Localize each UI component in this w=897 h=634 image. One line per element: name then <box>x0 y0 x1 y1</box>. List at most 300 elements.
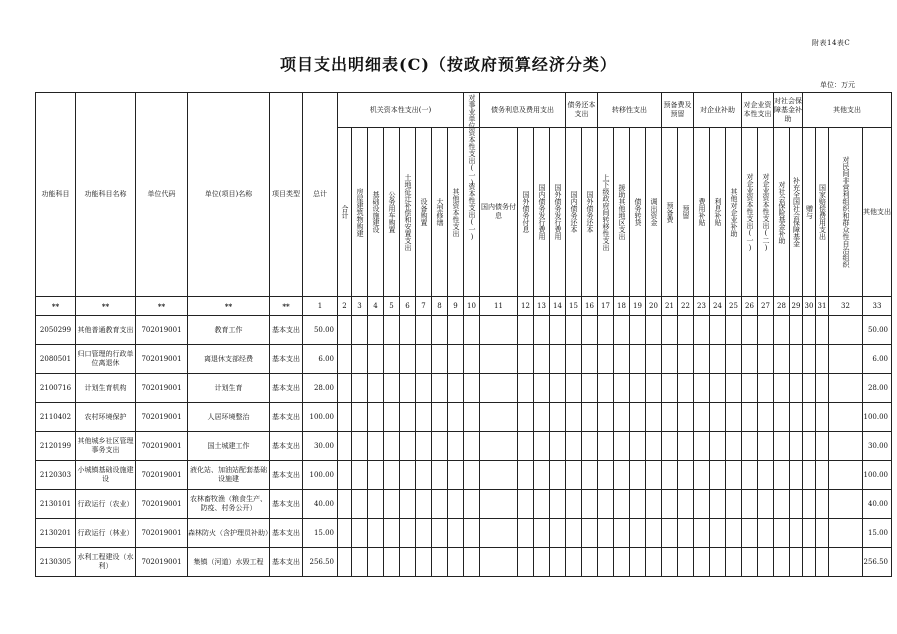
page-title: 项目支出明细表(C)（按政府预算经济分类） <box>280 55 617 74</box>
empty-cell <box>448 461 464 490</box>
func-code-cell: 2080501 <box>36 345 76 374</box>
empty-cell <box>742 461 758 490</box>
col-header-15: 国内债务还本 <box>566 128 582 297</box>
col-number: 21 <box>662 297 678 316</box>
empty-cell <box>742 403 758 432</box>
project-name-cell: 教育工作 <box>188 316 270 345</box>
empty-cell <box>384 490 400 519</box>
empty-cell <box>368 432 384 461</box>
empty-cell <box>630 519 646 548</box>
empty-cell <box>774 345 790 374</box>
total-cell: 256.50 <box>303 548 338 577</box>
col-header-31: 国家赔偿费用支出 <box>816 128 829 297</box>
col-header-27: 对企业资本性支出(二) <box>758 128 774 297</box>
col-number: 15 <box>566 297 582 316</box>
col-number: 27 <box>758 297 774 316</box>
col-header-21: 预备费 <box>662 128 678 297</box>
empty-cell <box>368 548 384 577</box>
empty-cell <box>790 490 803 519</box>
empty-cell <box>710 316 726 345</box>
col-number: 26 <box>742 297 758 316</box>
empty-cell <box>432 519 448 548</box>
empty-cell <box>368 374 384 403</box>
empty-cell <box>598 490 614 519</box>
empty-cell <box>710 490 726 519</box>
empty-cell <box>448 374 464 403</box>
col-header-26: 对企业资本性支出(一) <box>742 128 758 297</box>
col-header-4: 基础设施建设 <box>368 128 384 297</box>
other-expense-cell: 50.00 <box>863 316 892 345</box>
budget-table <box>35 92 892 577</box>
func-name-cell: 行政运行（林业） <box>76 519 136 548</box>
empty-cell <box>678 519 694 548</box>
empty-cell <box>384 519 400 548</box>
empty-cell <box>614 432 630 461</box>
col-number: 9 <box>448 297 464 316</box>
empty-cell <box>694 519 710 548</box>
col-header-28: 对社会保险基金补助 <box>774 128 790 297</box>
empty-cell <box>566 316 582 345</box>
empty-cell <box>630 374 646 403</box>
empty-cell <box>694 374 710 403</box>
other-expense-cell: 6.00 <box>863 345 892 374</box>
empty-cell <box>534 548 550 577</box>
empty-cell <box>816 345 829 374</box>
empty-cell <box>614 519 630 548</box>
col-number: 16 <box>582 297 598 316</box>
table-body <box>36 316 892 577</box>
empty-cell <box>416 548 432 577</box>
empty-cell <box>480 519 518 548</box>
empty-cell <box>368 316 384 345</box>
col-number: 8 <box>432 297 448 316</box>
empty-cell <box>662 432 678 461</box>
col-number: 25 <box>726 297 742 316</box>
empty-cell <box>566 519 582 548</box>
empty-cell <box>550 345 566 374</box>
empty-cell <box>646 345 662 374</box>
func-name-cell: 其他城乡社区管理事务支出 <box>76 432 136 461</box>
empty-cell <box>678 316 694 345</box>
empty-cell <box>550 403 566 432</box>
empty-cell <box>432 374 448 403</box>
empty-cell <box>790 461 803 490</box>
group-header-2: 对事业单位资本性支出(一) <box>464 93 480 128</box>
empty-cell <box>774 432 790 461</box>
total-cell: 50.00 <box>303 316 338 345</box>
empty-cell <box>400 519 416 548</box>
col-number: 10 <box>464 297 480 316</box>
group-header-9: 对社会保障基金补助 <box>774 93 803 128</box>
empty-cell <box>758 345 774 374</box>
empty-cell <box>694 403 710 432</box>
empty-cell <box>803 548 816 577</box>
empty-cell <box>646 490 662 519</box>
empty-cell <box>534 490 550 519</box>
empty-cell <box>646 461 662 490</box>
empty-cell <box>726 316 742 345</box>
col-number: 7 <box>416 297 432 316</box>
empty-cell <box>550 490 566 519</box>
empty-cell <box>803 490 816 519</box>
empty-cell <box>338 461 352 490</box>
table-row <box>36 345 892 374</box>
empty-cell <box>614 548 630 577</box>
empty-cell <box>448 519 464 548</box>
empty-cell <box>480 374 518 403</box>
empty-cell <box>758 432 774 461</box>
col-number: 24 <box>710 297 726 316</box>
empty-cell <box>400 490 416 519</box>
empty-cell <box>400 461 416 490</box>
col-header-9: 其他资本性支出 <box>448 128 464 297</box>
empty-cell <box>518 345 534 374</box>
empty-cell <box>518 316 534 345</box>
empty-cell <box>803 403 816 432</box>
col-header-7: 设备购置 <box>416 128 432 297</box>
empty-cell <box>534 403 550 432</box>
col-header-11: 国内债务付息 <box>480 128 518 297</box>
group-header-3: 债务利息及费用支出 <box>480 93 566 128</box>
empty-cell <box>790 403 803 432</box>
empty-cell <box>400 548 416 577</box>
empty-cell <box>678 432 694 461</box>
empty-cell <box>534 316 550 345</box>
empty-cell <box>416 345 432 374</box>
empty-cell <box>384 316 400 345</box>
func-name-cell: 农村环境保护 <box>76 403 136 432</box>
total-cell: 28.00 <box>303 374 338 403</box>
empty-cell <box>598 548 614 577</box>
empty-cell <box>726 519 742 548</box>
empty-cell <box>582 461 598 490</box>
empty-cell <box>758 490 774 519</box>
empty-cell <box>614 461 630 490</box>
empty-cell <box>448 316 464 345</box>
col-number: 13 <box>534 297 550 316</box>
empty-cell <box>550 548 566 577</box>
unit-code-cell: 702019001 <box>136 345 188 374</box>
empty-cell <box>582 519 598 548</box>
empty-cell <box>338 548 352 577</box>
empty-cell <box>758 519 774 548</box>
total-cell: 6.00 <box>303 345 338 374</box>
empty-cell <box>368 490 384 519</box>
empty-cell <box>726 432 742 461</box>
col-number: 11 <box>480 297 518 316</box>
table-row <box>36 548 892 577</box>
empty-cell <box>816 374 829 403</box>
empty-cell <box>368 461 384 490</box>
project-type-cell: 基本支出 <box>270 490 303 519</box>
empty-cell <box>582 432 598 461</box>
empty-cell <box>710 432 726 461</box>
empty-cell <box>774 519 790 548</box>
empty-cell <box>614 490 630 519</box>
empty-cell <box>384 403 400 432</box>
empty-cell <box>550 461 566 490</box>
empty-cell <box>534 432 550 461</box>
empty-cell <box>338 432 352 461</box>
empty-cell <box>464 432 480 461</box>
empty-cell <box>829 461 863 490</box>
empty-cell <box>710 461 726 490</box>
total-cell: 15.00 <box>303 519 338 548</box>
col-header-unit-code: 单位代码 <box>136 93 188 297</box>
empty-cell <box>566 403 582 432</box>
col-header-project-type: 项目类型 <box>270 93 303 297</box>
col-header-22: 预留 <box>678 128 694 297</box>
empty-cell <box>432 316 448 345</box>
other-expense-cell: 15.00 <box>863 519 892 548</box>
col-number: 33 <box>863 297 892 316</box>
col-number: 12 <box>518 297 534 316</box>
group-header-10: 其他支出 <box>803 93 892 128</box>
func-code-cell: 2130305 <box>36 548 76 577</box>
empty-cell <box>646 548 662 577</box>
empty-cell <box>614 374 630 403</box>
header-row-groups <box>36 93 892 128</box>
col-number: 32 <box>829 297 863 316</box>
table-row <box>36 403 892 432</box>
col-header-3: 房屋建筑物购建 <box>352 128 368 297</box>
empty-cell <box>742 374 758 403</box>
empty-cell <box>352 490 368 519</box>
empty-cell <box>352 374 368 403</box>
col-header-total: 总计 <box>303 93 338 297</box>
form-number: 附表14表C <box>812 39 851 47</box>
empty-cell <box>400 403 416 432</box>
empty-cell <box>816 403 829 432</box>
empty-cell <box>790 316 803 345</box>
empty-cell <box>480 316 518 345</box>
empty-cell <box>678 374 694 403</box>
empty-cell <box>448 432 464 461</box>
empty-cell <box>694 345 710 374</box>
col-header-8: 大型修缮 <box>432 128 448 297</box>
empty-cell <box>662 316 678 345</box>
empty-cell <box>518 490 534 519</box>
empty-cell <box>448 490 464 519</box>
group-header-8: 对企业资本性支出 <box>742 93 774 128</box>
table-row <box>36 432 892 461</box>
empty-cell <box>694 316 710 345</box>
col-header-func-name: 功能科目名称 <box>76 93 136 297</box>
func-code-cell: 2120199 <box>36 432 76 461</box>
group-header-4: 债务还本支出 <box>566 93 598 128</box>
empty-cell <box>678 403 694 432</box>
empty-cell <box>416 461 432 490</box>
empty-cell <box>550 316 566 345</box>
empty-cell <box>416 374 432 403</box>
empty-cell <box>630 548 646 577</box>
star-cell: ** <box>36 297 76 316</box>
col-header-18: 援助其他地区支出 <box>614 128 630 297</box>
unit-code-cell: 702019001 <box>136 374 188 403</box>
empty-cell <box>416 490 432 519</box>
empty-cell <box>694 432 710 461</box>
project-type-cell: 基本支出 <box>270 403 303 432</box>
empty-cell <box>710 519 726 548</box>
empty-cell <box>742 345 758 374</box>
empty-cell <box>726 345 742 374</box>
func-name-cell: 归口管理的行政单位离退休 <box>76 345 136 374</box>
empty-cell <box>518 403 534 432</box>
empty-cell <box>774 490 790 519</box>
empty-cell <box>598 432 614 461</box>
empty-cell <box>678 490 694 519</box>
empty-cell <box>432 345 448 374</box>
col-header-25: 其他对企业补助 <box>726 128 742 297</box>
empty-cell <box>662 403 678 432</box>
empty-cell <box>774 548 790 577</box>
unit-code-cell: 702019001 <box>136 403 188 432</box>
empty-cell <box>630 403 646 432</box>
project-type-cell: 基本支出 <box>270 519 303 548</box>
project-name-cell: 国土城建工作 <box>188 432 270 461</box>
other-expense-cell: 30.00 <box>863 432 892 461</box>
empty-cell <box>758 461 774 490</box>
unit-code-cell: 702019001 <box>136 316 188 345</box>
empty-cell <box>646 403 662 432</box>
empty-cell <box>338 403 352 432</box>
empty-cell <box>368 345 384 374</box>
table-row <box>36 461 892 490</box>
empty-cell <box>710 548 726 577</box>
empty-cell <box>694 490 710 519</box>
empty-cell <box>662 345 678 374</box>
col-header-24: 利息补贴 <box>710 128 726 297</box>
func-name-cell: 计划生育机构 <box>76 374 136 403</box>
empty-cell <box>742 519 758 548</box>
empty-cell <box>803 316 816 345</box>
empty-cell <box>758 316 774 345</box>
col-header-func-code: 功能科目 <box>36 93 76 297</box>
unit-code-cell: 702019001 <box>136 461 188 490</box>
empty-cell <box>803 432 816 461</box>
col-header-16: 国外债务还本 <box>582 128 598 297</box>
empty-cell <box>598 345 614 374</box>
project-type-cell: 基本支出 <box>270 548 303 577</box>
empty-cell <box>400 374 416 403</box>
empty-cell <box>742 490 758 519</box>
empty-cell <box>774 374 790 403</box>
empty-cell <box>400 316 416 345</box>
empty-cell <box>352 432 368 461</box>
col-header-20: 调出资金 <box>646 128 662 297</box>
other-expense-cell: 40.00 <box>863 490 892 519</box>
empty-cell <box>566 461 582 490</box>
empty-cell <box>630 461 646 490</box>
empty-cell <box>829 403 863 432</box>
empty-cell <box>338 316 352 345</box>
unit-code-cell: 702019001 <box>136 432 188 461</box>
empty-cell <box>816 519 829 548</box>
group-header-5: 转移性支出 <box>598 93 662 128</box>
empty-cell <box>790 519 803 548</box>
project-type-cell: 基本支出 <box>270 374 303 403</box>
empty-cell <box>352 548 368 577</box>
col-number: 28 <box>774 297 790 316</box>
project-name-cell: 液化站、加油站配套基础设施建 <box>188 461 270 490</box>
col-number: 4 <box>368 297 384 316</box>
empty-cell <box>566 490 582 519</box>
empty-cell <box>368 403 384 432</box>
col-header-2: 合计 <box>338 128 352 297</box>
project-type-cell: 基本支出 <box>270 432 303 461</box>
col-header-5: 公务用车购置 <box>384 128 400 297</box>
col-header-12: 国外债务付息 <box>518 128 534 297</box>
empty-cell <box>614 403 630 432</box>
col-header-33: 其他支出 <box>863 128 892 297</box>
empty-cell <box>803 374 816 403</box>
col-number: 3 <box>352 297 368 316</box>
empty-cell <box>598 316 614 345</box>
project-type-cell: 基本支出 <box>270 316 303 345</box>
col-header-project-name: 单位(项目)名称 <box>188 93 270 297</box>
empty-cell <box>338 519 352 548</box>
empty-cell <box>464 519 480 548</box>
empty-cell <box>566 432 582 461</box>
empty-cell <box>662 519 678 548</box>
empty-cell <box>518 548 534 577</box>
total-cell: 100.00 <box>303 403 338 432</box>
empty-cell <box>790 374 803 403</box>
empty-cell <box>742 432 758 461</box>
empty-cell <box>803 461 816 490</box>
empty-cell <box>464 403 480 432</box>
col-number: 23 <box>694 297 710 316</box>
empty-cell <box>694 461 710 490</box>
total-cell: 40.00 <box>303 490 338 519</box>
other-expense-cell: 256.50 <box>863 548 892 577</box>
empty-cell <box>726 374 742 403</box>
empty-cell <box>662 548 678 577</box>
unit-code-cell: 702019001 <box>136 548 188 577</box>
empty-cell <box>432 403 448 432</box>
star-cell: ** <box>76 297 136 316</box>
empty-cell <box>534 461 550 490</box>
col-number: 29 <box>790 297 803 316</box>
empty-cell <box>582 374 598 403</box>
col-header-19: 债务转贷 <box>630 128 646 297</box>
project-name-cell: 农林畜牧渔（粮食生产、防疫、村务公开） <box>188 490 270 519</box>
total-cell: 30.00 <box>303 432 338 461</box>
empty-cell <box>432 461 448 490</box>
col-number: 5 <box>384 297 400 316</box>
empty-cell <box>829 548 863 577</box>
empty-cell <box>816 490 829 519</box>
empty-cell <box>614 316 630 345</box>
project-type-cell: 基本支出 <box>270 345 303 374</box>
col-header-29: 补充全国社会保障基金 <box>790 128 803 297</box>
empty-cell <box>790 548 803 577</box>
empty-cell <box>338 490 352 519</box>
empty-cell <box>352 345 368 374</box>
col-number: 20 <box>646 297 662 316</box>
empty-cell <box>816 461 829 490</box>
empty-cell <box>598 461 614 490</box>
total-cell: 100.00 <box>303 461 338 490</box>
empty-cell <box>550 374 566 403</box>
empty-cell <box>352 316 368 345</box>
star-cell: ** <box>188 297 270 316</box>
empty-cell <box>582 548 598 577</box>
empty-cell <box>678 548 694 577</box>
other-expense-cell: 100.00 <box>863 403 892 432</box>
empty-cell <box>464 345 480 374</box>
table-row <box>36 316 892 345</box>
